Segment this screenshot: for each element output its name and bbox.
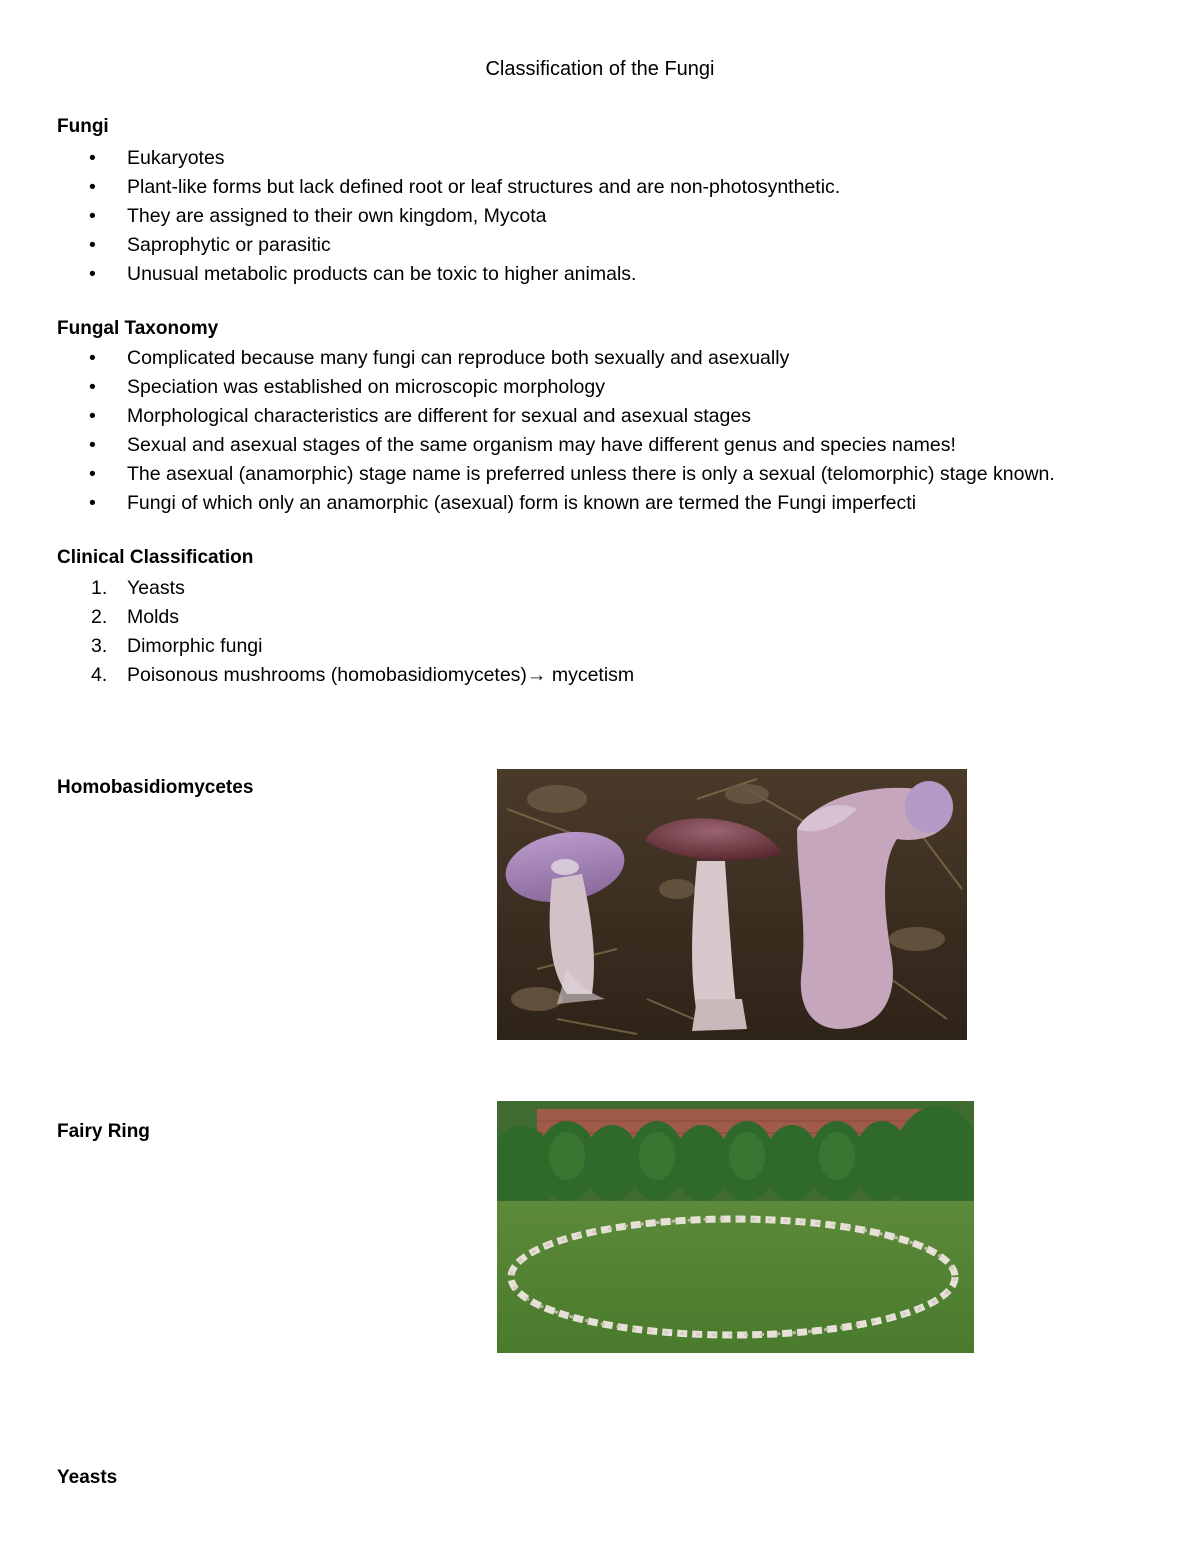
list-number: 4. bbox=[91, 664, 108, 686]
list-item: • Unusual metabolic products can be toxic to higher animals. bbox=[0, 260, 840, 289]
list-item: 1. Yeasts bbox=[0, 574, 634, 603]
list-item: • Morphological characteristics are different for sexual and asexual stages bbox=[0, 402, 1055, 431]
bullet-icon: • bbox=[89, 492, 96, 514]
bullet-icon: • bbox=[89, 347, 96, 369]
section-heading-homobasidiomycetes: Homobasidiomycetes bbox=[57, 777, 254, 798]
fungi-bullet-list bbox=[0, 144, 840, 289]
bullet-icon: • bbox=[89, 205, 96, 227]
list-item: • Fungi of which only an anamorphic (asexual) form is known are termed the Fungi imperfecti bbox=[0, 489, 1055, 518]
bullet-icon: • bbox=[89, 234, 96, 256]
bullet-icon: • bbox=[89, 176, 96, 198]
bullet-icon: • bbox=[89, 263, 96, 285]
list-item: 4. Poisonous mushrooms (homobasidiomycetes)→ mycetism bbox=[0, 661, 634, 690]
list-number: 1. bbox=[91, 577, 108, 599]
bullet-icon: • bbox=[89, 147, 96, 169]
section-heading-fungi: Fungi bbox=[57, 116, 109, 137]
list-number: 2. bbox=[91, 606, 108, 628]
section-heading-taxonomy: Fungal Taxonomy bbox=[57, 318, 219, 339]
taxonomy-bullet-list bbox=[0, 344, 1055, 518]
bullet-icon: • bbox=[89, 376, 96, 398]
list-item: • They are assigned to their own kingdom, Mycota bbox=[0, 202, 840, 231]
list-item: 3. Dimorphic fungi bbox=[0, 632, 634, 661]
bullet-icon: • bbox=[89, 463, 96, 485]
mushrooms-photo bbox=[497, 769, 967, 1040]
section-heading-yeasts: Yeasts bbox=[57, 1467, 118, 1488]
section-heading-fairy-ring: Fairy Ring bbox=[57, 1121, 150, 1142]
list-item: • Plant-like forms but lack defined root or leaf structures and are non-photosynthetic. bbox=[0, 173, 840, 202]
list-item: • Saprophytic or parasitic bbox=[0, 231, 840, 260]
list-item: • Speciation was established on microscopic morphology bbox=[0, 373, 1055, 402]
list-item: • Eukaryotes bbox=[0, 144, 840, 173]
section-heading-clinical: Clinical Classification bbox=[57, 547, 254, 568]
list-item: • Sexual and asexual stages of the same organism may have different genus and species names! bbox=[0, 431, 1055, 460]
list-number: 3. bbox=[91, 635, 108, 657]
bullet-icon: • bbox=[89, 434, 96, 456]
list-item: • The asexual (anamorphic) stage name is preferred unless there is only a sexual (telomorphic) stage known. bbox=[0, 460, 1055, 489]
list-item: 2. Molds bbox=[0, 603, 634, 632]
page-title: Classification of the Fungi bbox=[485, 58, 715, 80]
clinical-numbered-list bbox=[0, 574, 634, 690]
list-item: • Complicated because many fungi can reproduce both sexually and asexually bbox=[0, 344, 1055, 373]
bullet-icon: • bbox=[89, 405, 96, 427]
fairy-ring-photo bbox=[497, 1101, 974, 1353]
